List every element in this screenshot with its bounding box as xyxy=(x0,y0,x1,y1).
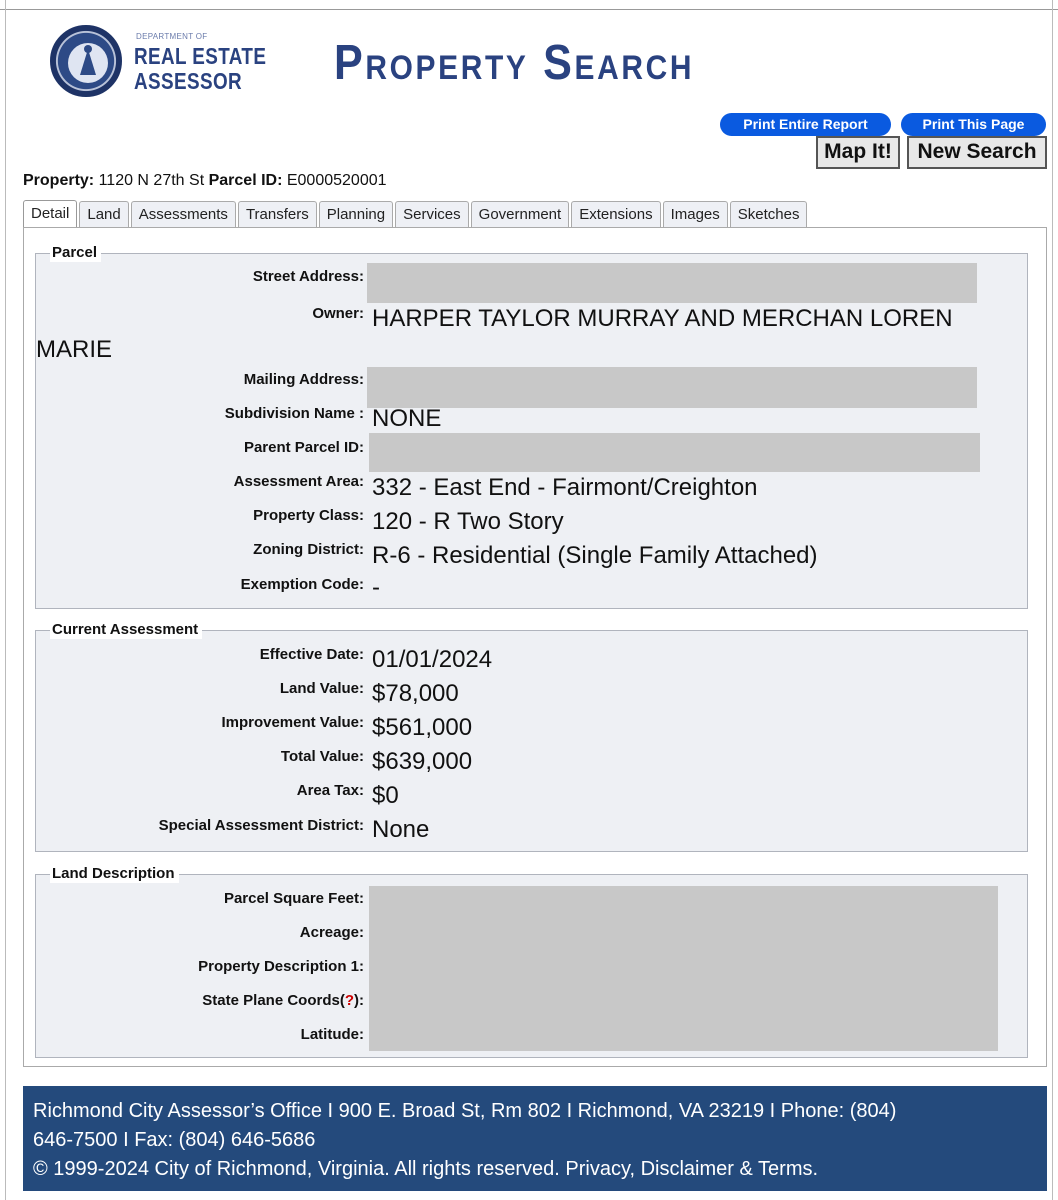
parent-parcel-redacted xyxy=(369,433,980,472)
property-summary xyxy=(23,172,387,190)
street-address-redacted xyxy=(367,263,977,303)
effective-date-value: 01/01/2024 xyxy=(372,646,493,673)
assessment-area-label: Assessment Area: xyxy=(233,473,364,490)
coords-help-link[interactable]: ? xyxy=(344,992,354,1009)
land-legend: Land Description xyxy=(50,865,179,883)
effective-date-label: Effective Date: xyxy=(259,646,364,663)
exemption-label: Exemption Code: xyxy=(240,576,364,593)
parent-parcel-label: Parent Parcel ID: xyxy=(243,439,364,456)
improvement-value: $561,000 xyxy=(372,714,473,741)
page-title: Property Search xyxy=(334,36,695,90)
area-tax-value: $0 xyxy=(372,782,399,809)
total-value-label: Total Value: xyxy=(280,748,364,765)
tab-bar xyxy=(23,201,809,228)
special-district-value: None xyxy=(372,816,430,843)
state-plane-coords-label: State Plane Coords(?): xyxy=(202,992,364,1009)
street-address-label: Street Address: xyxy=(252,268,364,285)
subdivision-value: NONE xyxy=(372,405,442,432)
acreage-label: Acreage: xyxy=(299,924,364,941)
window-top-edge xyxy=(0,0,1058,10)
assessment-legend: Current Assessment xyxy=(50,621,202,639)
zoning-label: Zoning District: xyxy=(253,541,364,558)
exemption-value: - xyxy=(372,574,380,601)
tab-government[interactable]: Government xyxy=(471,201,570,227)
footer-copyright-line[interactable]: © 1999-2024 City of Richmond, Virginia. All rights reserved. Privacy, Disclaimer & Terms. xyxy=(33,1158,819,1180)
city-seal-logo xyxy=(50,25,122,97)
subdivision-label: Subdivision Name : xyxy=(224,405,364,422)
logo-title-line1: REAL ESTATE xyxy=(134,43,267,69)
special-district-label: Special Assessment District: xyxy=(158,817,364,834)
tab-transfers[interactable]: Transfers xyxy=(238,201,317,227)
print-this-page-button[interactable]: Print This Page xyxy=(901,113,1046,136)
tab-land[interactable]: Land xyxy=(79,201,128,227)
improvement-value-label: Improvement Value: xyxy=(221,714,364,731)
property-description-label: Property Description 1: xyxy=(198,958,364,975)
parcel-id-label: Parcel ID: xyxy=(208,172,283,189)
footer xyxy=(23,1086,1047,1191)
latitude-label: Latitude: xyxy=(300,1026,364,1043)
footer-address-line: Richmond City Assessor’s Office I 900 E. Broad St, Rm 802 I Richmond, VA 23219 I Phone: (804) xyxy=(33,1100,897,1122)
logo-department-text: DEPARTMENT OF xyxy=(136,32,208,41)
new-search-button[interactable]: New Search xyxy=(907,136,1047,169)
window-left-edge xyxy=(0,0,6,1200)
owner-value-continued: MARIE xyxy=(36,336,113,363)
area-tax-label: Area Tax: xyxy=(296,782,364,799)
mailing-address-redacted xyxy=(367,367,977,408)
land-value: $78,000 xyxy=(372,680,459,707)
footer-fax-line: 646-7500 I Fax: (804) 646-5686 xyxy=(33,1129,316,1151)
property-class-label: Property Class: xyxy=(253,507,364,524)
property-label: Property: xyxy=(23,172,95,189)
map-it-button[interactable]: Map It! xyxy=(816,136,900,169)
tab-detail[interactable]: Detail xyxy=(23,200,77,228)
assessment-area-value: 332 - East End - Fairmont/Creighton xyxy=(372,474,758,501)
print-entire-report-button[interactable]: Print Entire Report xyxy=(720,113,891,136)
tab-services[interactable]: Services xyxy=(395,201,469,227)
land-description-redacted xyxy=(369,886,998,1051)
zoning-value: R-6 - Residential (Single Family Attached) xyxy=(372,542,818,569)
land-value-label: Land Value: xyxy=(279,680,364,697)
tab-images[interactable]: Images xyxy=(663,201,728,227)
tab-sketches[interactable]: Sketches xyxy=(730,201,808,227)
parcel-legend: Parcel xyxy=(50,244,101,262)
parcel-id-value: E0000520001 xyxy=(286,172,387,189)
mailing-address-label: Mailing Address: xyxy=(243,371,364,388)
tab-planning[interactable]: Planning xyxy=(319,201,393,227)
owner-label: Owner: xyxy=(312,305,364,322)
property-class-value: 120 - R Two Story xyxy=(372,508,564,535)
owner-value: HARPER TAYLOR MURRAY AND MERCHAN LOREN xyxy=(372,305,953,332)
tab-assessments[interactable]: Assessments xyxy=(131,201,236,227)
window-right-edge xyxy=(1052,0,1058,1200)
tab-extensions[interactable]: Extensions xyxy=(571,201,660,227)
property-address: 1120 N 27th St xyxy=(98,172,205,189)
parcel-sqft-label: Parcel Square Feet: xyxy=(223,890,364,907)
logo-title-line2: ASSESSOR xyxy=(134,68,243,94)
total-value: $639,000 xyxy=(372,748,473,775)
